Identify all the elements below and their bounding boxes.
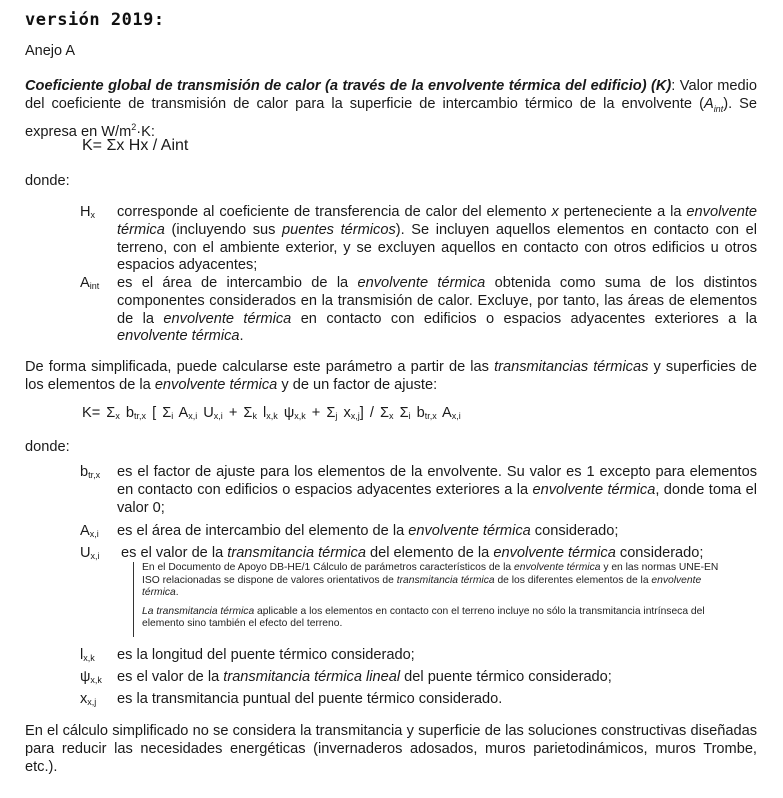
note-box bbox=[133, 562, 738, 637]
note-paragraph-2: La transmitancia térmica aplicable a los elementos en contacto con el terreno incluye no sólo la transmitancia intrínseca del elemento sino también el efecto del terreno. bbox=[142, 605, 705, 629]
donde-label-2: donde: bbox=[25, 439, 70, 455]
version-heading: versión 2019: bbox=[25, 10, 165, 30]
k-term: Coeficiente global de transmisión de calor (a través de la envolvente térmica del edificio) (K) bbox=[25, 78, 672, 94]
note-paragraph-1: En el Documento de Apoyo DB-HE/1 Cálculo de parámetros característicos de la envolvente térmica y en las normas UNE-EN ISO relacionadas se dispone de valores orientativos de transmitancia térmica de los diferentes elementos de la envolvente térmica. bbox=[142, 562, 719, 598]
annex-heading: Anejo A bbox=[25, 43, 75, 59]
donde-label-1: donde: bbox=[25, 173, 70, 189]
k-definition-paragraph: Coeficiente global de transmisión de calor (a través de la envolvente térmica del edificio) (K): Valor medio del coeficiente de transmisión de calor para la superficie de intercambio térmico de la envolvente $(A_{int})$. Se expresa en $W/m^2\cdot K$: bbox=[25, 78, 757, 140]
closing-paragraph: En el cálculo simplificado no se considera la transmitancia y superficie de las soluciones constructivas diseñadas para reducir las necesidades energéticas (invernaderos adosados, muros parietodinámicos, muros Trombe, etc.). bbox=[25, 723, 757, 775]
simplified-paragraph: De forma simplificada, puede calcularse este parámetro a partir de las transmitancias térmicas y superficies de los elementos de la envolvente térmica y de un factor de ajuste: bbox=[25, 359, 758, 393]
document-page: versión 2019: Anejo A Coeficiente global de transmisión de calor (a través de la envolvente térmica del edificio) (K): Valor medio del coeficiente de transmisión de calor para la superficie de intercambio térmico de la envolvente $(A_{int})$. Se expresa en $W/m^2\cdot K$: K= Σx Hx / Aint donde: $H_x$ corresponde al coeficiente de transferencia de calor del elemento x perteneciente a la envolvente térmica (incluyendo sus puentes térmicos). Se incluyen aquellos elementos en contacto con el terreno, con el ambiente exterior, y se excluyen aquellos en contacto con otros edificios u otros espacios adyacentes; $A_{int}$ es el área de intercambio de la envolvente térmica obtenida como suma de los distintos componentes considerados en la transmisión de calor. Excluye, por tanto, las áreas de elementos de la envolvente térmica en contacto con edificios o espacios adyacentes exteriores a la envolvente térmica. De forma simplificada, puede calcularse este parámetro a partir de las transmitancias térmicas y superficies de los elementos de la envolvente térmica y de un factor de ajuste: $K= \Sigma_x$ $b_{tr,x}$ [ $\Sigma_i$ $A_{x,i}$ $U_{x,i} + \Sigma_k$ $l_{x,k}$ $\psi_{x,k} + \Sigma_j$ $x_{x,j}] / \Sigma_x$ $\Sigma_i$ $b_{tr,x}$ $A_{x,i}$ donde: $b_{tr,x}$ es el factor de ajuste para los elementos de la envolvente. Su valor es 1 excepto para elementos en contacto con edificios o espacios adyacentes exteriores a la envolvente térmica, donde toma el valor 0; $A_{x,i}$ es el área de intercambio del elemento de la envolvente térmica considerado; $U_{x,i}$ es el valor de la transmitancia térmica del elemento de la envolvente térmica considerado; En el Documento de Apoyo DB-HE/1 Cálculo de parámetros característicos de la envolvente térmica y en las normas UNE-EN ISO relacionadas se dispone de valores orientativos de transmitancia térmica de los diferentes elementos de la envolvente térmica. La transmitancia térmica aplicable a los elementos en contacto con el terreno incluye no sólo la transmitancia intrínseca del elemento sino también el efecto del terreno. $l_{x,k}$ es la longitud del puente térmico considerado; $\psi_{x,k}$ es el valor de la transmitancia térmica lineal del puente térmico considerado; $x_{x,j}$ es la transmitancia puntual del puente térmico considerado. En el cálculo simplificado no se considera la transmitancia y superficie de las soluciones constructivas diseñadas para reducir las necesidades energéticas (invernaderos adosados, muros parietodinámicos, muros Trombe, etc.). bbox=[25, 10, 758, 775]
formula-k-simplified: $K= \Sigma_x$ $b_{tr,x}$ [ $\Sigma_i$ $A_{x,i}$ $U_{x,i} + \Sigma_k$ $l_{x,k}$ $\psi_{x,k} + \Sigma_j$ $x_{x,j}] / \Sigma_x$ $\Sigma_i$ $b_{tr,x}$ $A_{x,i}$ bbox=[82, 405, 461, 421]
formula-k-global: K= Σx Hx / Aint bbox=[82, 137, 189, 154]
